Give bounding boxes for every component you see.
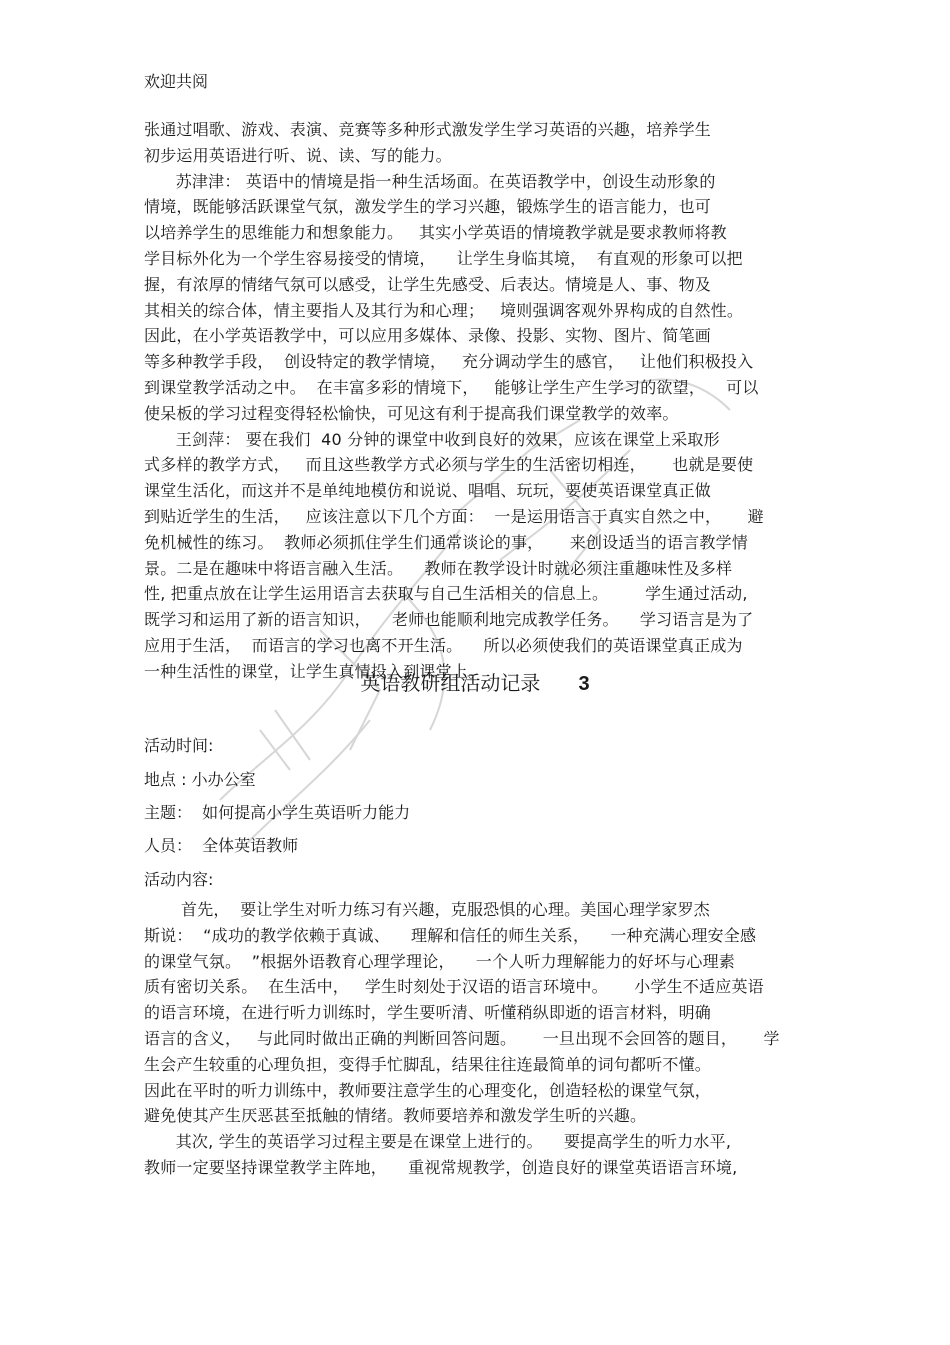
text-line: 既学习和运用了新的语言知识， 老师也能顺利地完成教学任务。 学习语言是为了 <box>144 610 754 630</box>
text-line: 性, 把重点放在让学生运用语言去获取与自己生活相关的信息上。 学生通过活动, <box>144 584 748 604</box>
text-line: 景。二是在趣味中将语言融入生活。 教师在教学设计时就必须注重趣味性及多样 <box>144 558 733 578</box>
text-line: 课堂生活化，而这并不是单纯地模仿和说说、唱唱、玩玩，要使英语课堂真正做 <box>144 481 712 501</box>
text-line: 其次, 学生的英语学习过程主要是在课堂上进行的。 要提高学生的听力水平, <box>144 1132 732 1152</box>
text-line: 式多样的教学方式， 而且这些教学方式必须与学生的生活密切相连， 也就是要使 <box>144 455 754 475</box>
text-line: 以培养学生的思维能力和想象能力。 其实小学英语的情境教学就是要求教师将教 <box>144 223 727 243</box>
record-title-text: 英语教研组活动记录 <box>360 671 541 695</box>
text-line: 张通过唱歌、游戏、表演、竞赛等多种形式激发学生学习英语的兴趣，培养学生 <box>144 120 712 139</box>
activity-content-label: 活动内容: <box>144 870 214 889</box>
text-line: 使呆板的学习过程变得轻松愉快，可见这有利于提高我们课堂教学的效率。 <box>144 403 679 423</box>
text-line: 初步运用英语进行听、说、读、写的能力。 <box>144 145 452 165</box>
text-line: 到课堂教学活动之中。 在丰富多彩的情境下， 能够让学生产生学习的欲望， 可以 <box>144 377 759 397</box>
section-content <box>144 897 814 1181</box>
text-line: 因此，在小学英语教学中，可以应用多媒体、录像、投影、实物、图片、简笔画 <box>144 326 712 346</box>
text-line: 等多种教学手段， 创设特定的教学情境， 充分调动学生的感官， 让他们积极投入 <box>144 352 754 372</box>
text-line: 首先， 要让学生对听力练习有兴趣，克服恐惧的心理。美国心理学家罗杰 <box>144 900 710 919</box>
text-line: 质有密切关系。 在生活中， 学生时刻处于汉语的语言环境中。 小学生不适应英语 <box>144 977 764 997</box>
activity-place: 地点 : 小办公室 <box>144 770 256 789</box>
text-line: 其相关的综合体，情主要指人及其行为和心理； 境则强调客观外界构成的自然性。 <box>144 300 744 320</box>
text-line: 应用于生活， 而语言的学习也离不开生活。 所以必须使我们的英语课堂真正成为 <box>144 635 743 655</box>
text-line: 情境，既能够活跃课堂气氛，激发学生的学习兴趣，锻炼学生的语言能力，也可 <box>144 197 712 217</box>
page-header: 欢迎共阅 <box>144 72 209 91</box>
activity-people: 人员： 全体英语教师 <box>144 836 299 855</box>
text-line: 苏津津： 英语中的情境是指一种生活场面。在英语教学中，创设生动形象的 <box>144 171 716 191</box>
text-line: 生会产生较重的心理负担，变得手忙脚乱，结果往往连最简单的词句都听不懂。 <box>144 1054 712 1074</box>
record-title <box>0 668 950 699</box>
text-line: 一种生活性的课堂，让学生真情投入到课堂上。 <box>144 661 485 681</box>
text-line: 王剑萍： 要在我们 40 分钟的课堂中收到良好的效果，应该在课堂上采取形 <box>144 429 720 449</box>
text-line: 的课堂气氛。 ”根据外语教育心理学理论， 一个人听力理解能力的好坏与心理素 <box>144 951 736 971</box>
text-line: 避免使其产生厌恶甚至抵触的情绪。教师要培养和激发学生听的兴趣。 <box>144 1106 647 1126</box>
text-line: 语言的含义， 与此同时做出正确的判断回答问题。 一旦出现不会回答的题目， 学 <box>144 1028 780 1048</box>
text-line: 斯说： “成功的教学依赖于真诚、 理解和信任的师生关系， 一种充满心理安全感 <box>144 925 757 945</box>
section-discussion <box>144 117 814 685</box>
activity-time: 活动时间: <box>144 736 214 755</box>
text-line: 因此在平时的听力训练中，教师要注意学生的心理变化，创造轻松的课堂气氛， <box>144 1080 712 1100</box>
text-line: 握，有浓厚的情绪气氛可以感受，让学生先感受、后表达。情境是人、事、物及 <box>144 274 712 294</box>
text-line: 到贴近学生的生活， 应该注意以下几个方面： 一是运用语言于真实自然之中， 避 <box>144 506 764 526</box>
text-line: 免机械性的练习。 教师必须抓住学生们通常谈论的事， 来创设适当的语言教学情 <box>144 532 749 552</box>
record-number: 3 <box>578 673 590 695</box>
text-line: 教师一定要坚持课堂教学主阵地， 重视常规教学，创造良好的课堂英语语言环境, <box>144 1157 738 1177</box>
activity-topic: 主题： 如何提高小学生英语听力能力 <box>144 803 411 822</box>
text-line: 的语言环境，在进行听力训练时，学生要听清、听懂稍纵即逝的语言材料，明确 <box>144 1003 712 1023</box>
text-line: 学目标外化为一个学生容易接受的情境， 让学生身临其境， 有直观的形象可以把 <box>144 248 743 268</box>
